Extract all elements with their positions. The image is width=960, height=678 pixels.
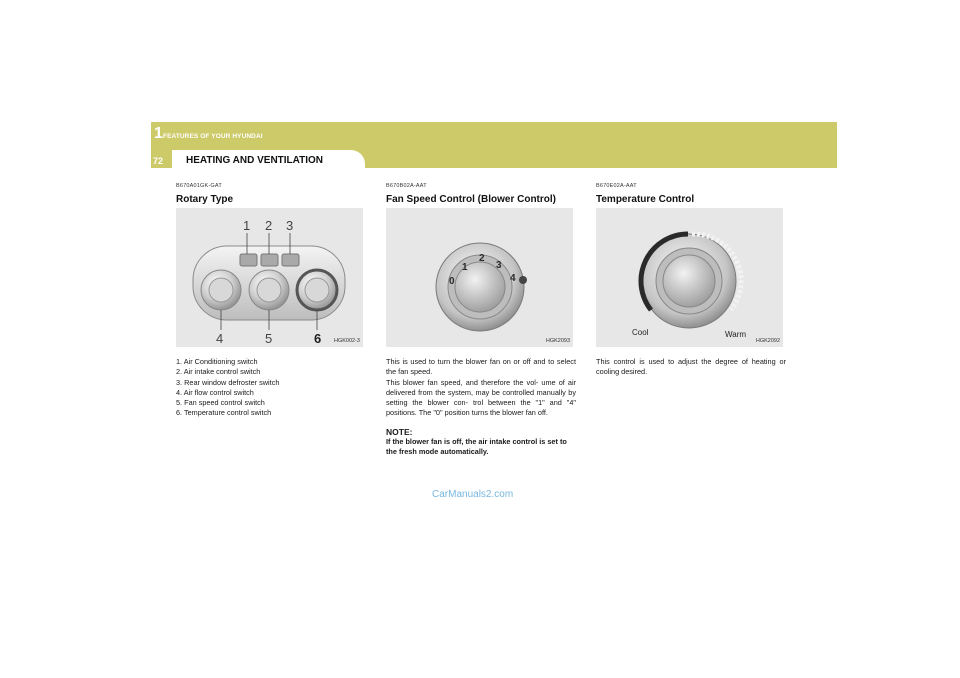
section-title: HEATING AND VENTILATION: [186, 155, 324, 166]
switch-list: [176, 357, 366, 419]
fan-speed-4: 4: [510, 273, 516, 284]
callout-3: 3: [286, 218, 294, 233]
watermark-link[interactable]: CarManuals2.com: [432, 489, 514, 500]
list-item: 1. Air Conditioning switch: [176, 357, 258, 366]
list-item: 4. Air flow control switch: [176, 387, 254, 397]
figure-code: HGK002-3: [334, 338, 360, 344]
fan-speed-1: 1: [462, 262, 468, 273]
temperature-paragraph: This control is used to adjust the degree of heating or cooling desired.: [596, 357, 786, 377]
temperature-column: [596, 183, 786, 378]
temperature-dial-figure: [596, 208, 783, 347]
control-panel-figure: [176, 208, 363, 347]
callout-2: 2: [265, 218, 273, 233]
figure-code: HGK2093: [545, 338, 570, 344]
chapter-number: 1: [154, 125, 163, 142]
fan-speed-heading: Fan Speed Control (Blower Control): [386, 194, 556, 205]
callout-4: 4: [216, 331, 224, 346]
fan-paragraph-2: This blower fan speed, and therefore the vol- ume of air delivered from the system, may be controlled manually by setting the blower con- trol between the "1" and "4" positions. The "0" position turns the blower fan off.: [386, 377, 576, 418]
list-item: 6. Temperature control switch: [176, 408, 272, 418]
fan-dial-figure: [386, 208, 573, 347]
section-code: B670E02A-AAT: [596, 183, 637, 189]
cool-label: Cool: [632, 328, 649, 337]
callout-5: 5: [265, 331, 273, 346]
list-item: 5. Fan speed control switch: [176, 398, 265, 408]
callout-1: 1: [243, 218, 251, 233]
rotary-type-column: [176, 183, 366, 419]
temperature-dial-illustration: [596, 208, 783, 347]
list-item: 3. Rear window defroster switch: [176, 377, 280, 387]
fan-speed-3: 3: [496, 260, 502, 271]
section-code: B670A01GK-GAT: [176, 183, 222, 189]
note-title: NOTE:: [386, 426, 413, 437]
fan-speed-2: 2: [479, 253, 485, 264]
fan-speed-column: [386, 183, 576, 457]
temperature-heading: Temperature Control: [596, 194, 695, 205]
section-code: B670B02A-AAT: [386, 183, 427, 189]
fan-dial-illustration: [386, 208, 573, 347]
fan-paragraph-1: This is used to turn the blower fan on or off and to select the fan speed.: [386, 357, 576, 377]
chapter-title: FEATURES OF YOUR HYUNDAI: [163, 133, 263, 140]
warm-label: Warm: [725, 330, 747, 339]
note-body: If the blower fan is off, the air intake control is set to the fresh mode automatically.: [386, 436, 567, 457]
fan-speed-0: 0: [449, 276, 455, 287]
page-number: 72: [153, 156, 164, 166]
figure-code: HGK2092: [755, 338, 780, 344]
callout-6: 6: [314, 331, 322, 346]
list-item: 2. Air intake control switch: [176, 367, 261, 377]
control-panel-illustration: [176, 208, 363, 347]
rotary-type-heading: Rotary Type: [176, 194, 234, 205]
